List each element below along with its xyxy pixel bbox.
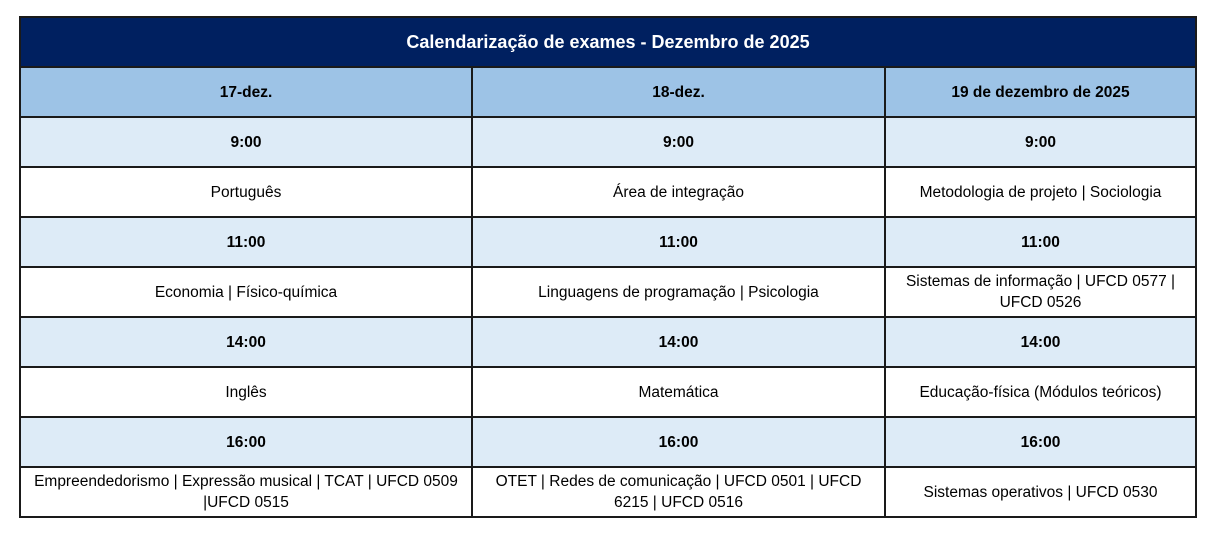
exam-cell: Economia | Físico-química (20, 267, 472, 317)
time-row (20, 417, 1196, 467)
exam-cell: Sistemas de informação | UFCD 0577 | UFCD 0526 (885, 267, 1196, 317)
date-header-row (20, 67, 1196, 117)
date-header-cell: 19 de dezembro de 2025 (885, 67, 1196, 117)
time-row (20, 317, 1196, 367)
exam-cell: Matemática (472, 367, 885, 417)
exam-cell: Educação-física (Módulos teóricos) (885, 367, 1196, 417)
time-cell: 9:00 (885, 117, 1196, 167)
exam-cell: Português (20, 167, 472, 217)
time-cell: 9:00 (20, 117, 472, 167)
time-cell: 11:00 (885, 217, 1196, 267)
exam-row (20, 267, 1196, 317)
time-cell: 14:00 (885, 317, 1196, 367)
exam-cell: Empreendedorismo | Expressão musical | TCAT | UFCD 0509 |UFCD 0515 (20, 467, 472, 517)
date-header-cell: 18-dez. (472, 67, 885, 117)
time-cell: 16:00 (885, 417, 1196, 467)
table-title: Calendarização de exames - Dezembro de 2025 (20, 17, 1196, 67)
date-header-cell: 17-dez. (20, 67, 472, 117)
exam-row (20, 467, 1196, 517)
time-cell: 9:00 (472, 117, 885, 167)
exam-row (20, 367, 1196, 417)
exam-cell: Inglês (20, 367, 472, 417)
exam-cell: OTET | Redes de comunicação | UFCD 0501 | UFCD 6215 | UFCD 0516 (472, 467, 885, 517)
time-cell: 16:00 (472, 417, 885, 467)
exam-cell: Metodologia de projeto | Sociologia (885, 167, 1196, 217)
time-cell: 16:00 (20, 417, 472, 467)
time-cell: 11:00 (472, 217, 885, 267)
exam-schedule-sheet (19, 16, 1195, 518)
exam-cell: Linguagens de programação | Psicologia (472, 267, 885, 317)
exam-cell: Área de integração (472, 167, 885, 217)
time-row (20, 117, 1196, 167)
time-cell: 14:00 (20, 317, 472, 367)
time-row (20, 217, 1196, 267)
exam-cell: Sistemas operativos | UFCD 0530 (885, 467, 1196, 517)
time-cell: 11:00 (20, 217, 472, 267)
exam-schedule-table (19, 16, 1197, 518)
exam-row (20, 167, 1196, 217)
title-row (20, 17, 1196, 67)
time-cell: 14:00 (472, 317, 885, 367)
